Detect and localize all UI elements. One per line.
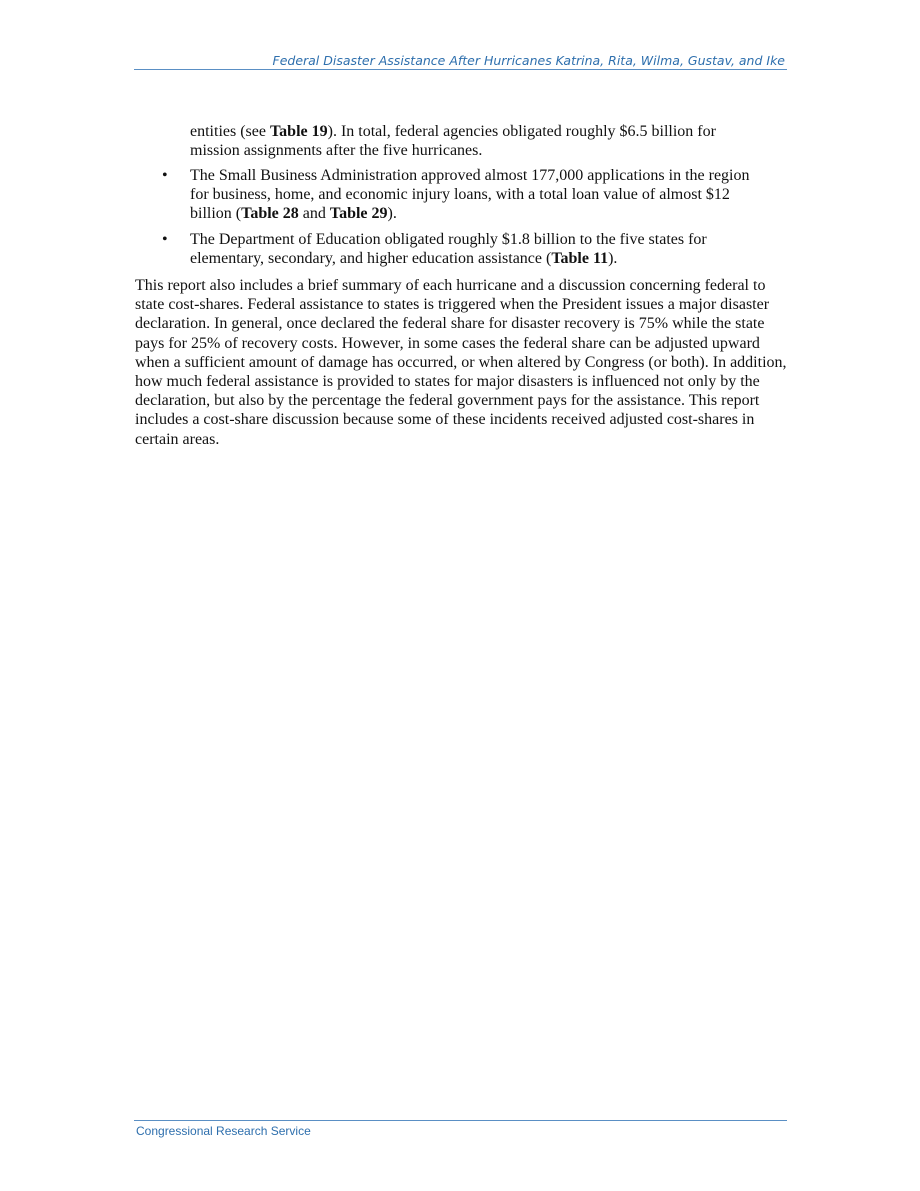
table-ref-11: Table 11 (551, 249, 609, 267)
continued-text-post: ). In total, federal agencies obligated roughly $6.5 billion for mission assignments after the five hurricanes. (190, 123, 716, 160)
main-paragraph: This report also includes a brief summary of each hurricane and a discussion concerning federal to state cost-shares. Federal assistance to states is triggered when the President issues a major disaster declaration. In general, once declared the federal share for disaster recovery is 75% while the state pays for 25% of recovery costs. However, in some cases the federal share can be adjusted upward when a sufficient amount of damage has occurred, or when altered by Congress (or both). In addition, how much federal assistance is provided to states for major disasters is influenced not only by the declaration, but also by the percentage the federal government pays for the assistance. This report includes a cost-share discussion because some of these incidents received adjusted cost-shares in certain areas. (135, 277, 787, 448)
bullet-item-sba (160, 166, 760, 224)
bullet-icon: • (162, 167, 168, 184)
bullet-text-pre: The Department of Education obligated roughly $1.8 billion to the five states for elementary, secondary, and higher education assistance ( (190, 230, 707, 267)
bullet-list (160, 166, 760, 274)
table-ref-19: Table 19 (269, 123, 328, 140)
bullet-text-post: ). (387, 205, 397, 223)
footer-text: Congressional Research Service (136, 1124, 311, 1138)
header-title: Federal Disaster Assistance After Hurricanes Katrina, Rita, Wilma, Gustav, and Ike (272, 53, 785, 68)
bullet-text-post: ). (608, 249, 618, 267)
continued-text-pre: entities (see (190, 123, 270, 140)
table-ref-29: Table 29 (329, 205, 388, 223)
bullet-item-education (160, 230, 760, 268)
page-footer (134, 1120, 787, 1138)
page-header (134, 53, 787, 70)
bullet-icon: • (162, 230, 168, 248)
bullet-text-pre: The Small Business Administration approved almost 177,000 applications in the region for business, home, and economic injury loans, with a total loan value of almost $12 billion ( (190, 167, 750, 223)
continued-paragraph (190, 122, 750, 160)
table-ref-28: Table 28 (241, 205, 299, 223)
bullet-text-mid: and (298, 205, 330, 223)
